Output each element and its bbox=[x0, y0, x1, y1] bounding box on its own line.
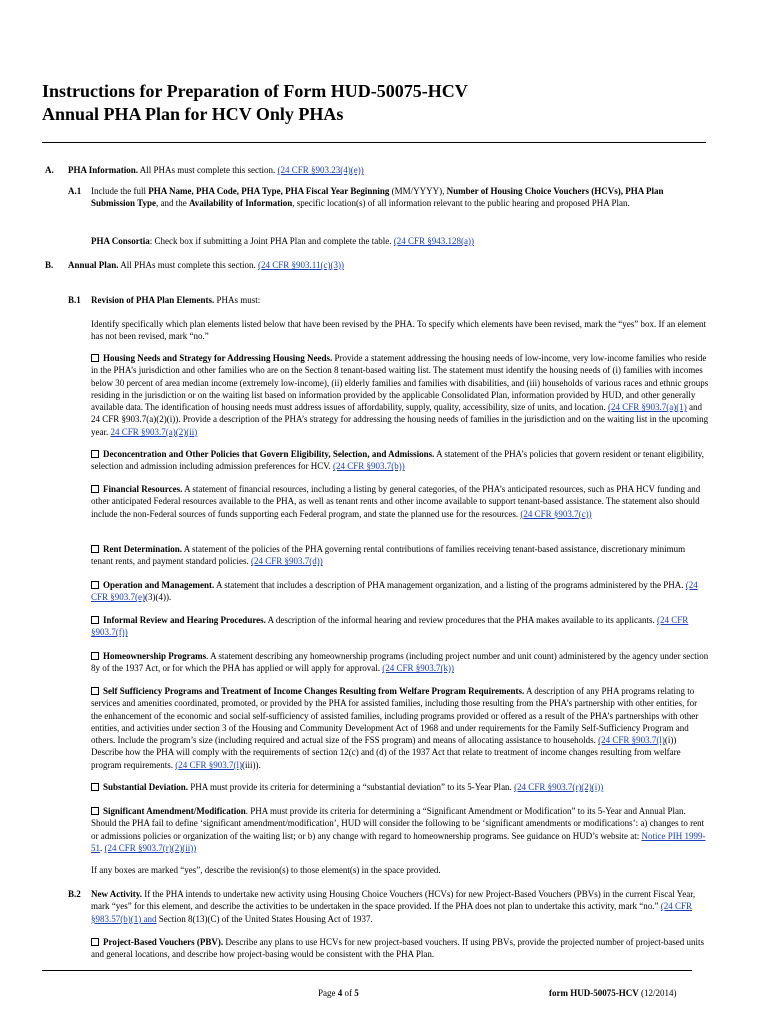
b2-heading: New Activity. bbox=[91, 889, 142, 899]
b2-cfr-link[interactable]: (24 CFR §983.57(b)(1) and bbox=[91, 901, 693, 924]
section-a-heading bbox=[68, 164, 708, 176]
page-prefix: Page bbox=[318, 988, 338, 998]
consortia-heading: PHA Consortia bbox=[91, 236, 150, 246]
section-a-cfr-link[interactable]: (24 CFR §903.23(4)(e)) bbox=[277, 165, 364, 175]
substantial-deviation-item bbox=[91, 781, 709, 793]
financial-resources-item bbox=[91, 483, 709, 520]
page-total: 5 bbox=[354, 988, 359, 998]
section-a-label: A. bbox=[45, 165, 54, 175]
footer-divider bbox=[42, 970, 692, 971]
a1-text-3: , and the bbox=[155, 198, 189, 209]
rent-determination-text: A statement of the policies of the PHA governing rental contributions of families receiving tenant-based assistance, discretionary minimum tenant rents, and payment standard policies. bbox=[91, 544, 686, 567]
b1-label: B.1 bbox=[68, 295, 81, 305]
b2-paragraph bbox=[91, 888, 709, 925]
informal-review-checkbox[interactable] bbox=[91, 616, 99, 624]
substantial-deviation-cfr-link[interactable]: (24 CFR §903.7(r)(2)(i)) bbox=[514, 782, 604, 792]
a1-text-4: , specific location(s) of all information relevant to the public hearing and proposed PHA Plan. bbox=[292, 198, 630, 209]
housing-needs-text: Provide a statement addressing the housing needs of low-income, very low-income families who reside in the PHA’s jurisdiction and other families who are on the Section 8 tenant-based waiting list. The statement must identify the housing needs of (i) families with incomes below 30 percent of area median income (extremely low-income), (ii) elderly families and families with disabilities, and (iii) households of various races and ethnic groups residing in the jurisdiction or on the waiting list based on information provided by the applicable Consolidated Plan, information provided by HUD, and other generally available data. The identification of housing needs must address issues of affordability, supply, quality, accessibility, size of units, and location. bbox=[91, 353, 709, 413]
b1-closing: If any boxes are marked “yes”, describe the revision(s) to those element(s) in the space provided. bbox=[91, 865, 441, 875]
self-sufficiency-cfr-link-1[interactable]: (24 CFR §903.7(l) bbox=[598, 735, 665, 746]
b1-intro: Identify specifically which plan elements listed below that have been revised by the PHA. To specify which elements have been revised, mark the “yes” box. If an element has not been revised, mark “no.” bbox=[91, 319, 706, 342]
housing-needs-heading: Housing Needs and Strategy for Addressing Housing Needs. bbox=[103, 353, 333, 363]
page-number bbox=[318, 987, 359, 999]
operation-management-tail: (3)(4)). bbox=[145, 592, 172, 603]
consortia-paragraph bbox=[91, 235, 709, 247]
housing-needs-text-2: and 24 CFR §903.7(a)(2)(i)). Provide a description of the PHA’s strategy for addressing the housing needs of families in the jurisdiction and on the waiting list in the upcoming year. bbox=[91, 402, 709, 437]
self-sufficiency-checkbox[interactable] bbox=[91, 687, 99, 695]
operation-management-text: A statement that includes a description of PHA management organization, and a listing of the programs administered by the PHA. bbox=[214, 580, 686, 590]
housing-needs-checkbox[interactable] bbox=[91, 354, 99, 362]
informal-review-cfr-link[interactable]: (24 CFR §903.7(f)) bbox=[91, 615, 689, 638]
a1-bold-1: PHA Name, PHA Code, PHA Type, PHA Fiscal Year Beginning bbox=[148, 186, 390, 196]
operation-management-heading: Operation and Management. bbox=[103, 580, 215, 590]
deconcentration-item bbox=[91, 448, 709, 473]
operation-management-item bbox=[91, 579, 709, 604]
significant-amendment-cfr-link[interactable]: (24 CFR §903.7(r)(2)(ii)) bbox=[104, 842, 197, 853]
significant-amendment-checkbox[interactable] bbox=[91, 807, 99, 815]
informal-review-heading: Informal Review and Hearing Procedures. bbox=[103, 615, 266, 625]
section-b-cfr-link[interactable]: (24 CFR §903.11(c)(3)) bbox=[258, 260, 344, 270]
homeownership-item bbox=[91, 650, 709, 675]
notice-pih-link[interactable]: Notice PIH 1999-51 bbox=[91, 830, 706, 853]
a1-text-1: Include the full bbox=[91, 186, 149, 196]
significant-amendment-item bbox=[91, 805, 709, 854]
deconcentration-heading: Deconcentration and Other Policies that Govern Eligibility, Selection, and Admissions. bbox=[103, 449, 435, 459]
rent-determination-checkbox[interactable] bbox=[91, 545, 99, 553]
b1-text: PHAs must: bbox=[214, 295, 261, 305]
b2-tail: Section 8(13)(C) of the United States Housing Act of 1937. bbox=[156, 913, 373, 924]
consortia-cfr-link[interactable]: (24 CFR §943.128(a)) bbox=[393, 236, 474, 246]
substantial-deviation-heading: Substantial Deviation. bbox=[103, 782, 189, 792]
operation-management-checkbox[interactable] bbox=[91, 581, 99, 589]
financial-resources-cfr-link[interactable]: (24 CFR §903.7(c)) bbox=[520, 508, 592, 519]
deconcentration-text: A statement of the PHA’s policies that govern resident or tenant eligibility, selection and admission including admission preferences for HCV. bbox=[91, 449, 704, 472]
pbv-checkbox[interactable] bbox=[91, 938, 99, 946]
housing-needs-item bbox=[91, 352, 709, 438]
section-b-label: B. bbox=[45, 260, 54, 270]
significant-amendment-text: . PHA must provide its criteria for determining a “Significant Amendment or Modification” to its 5-Year and Annual Plan. Should the PHA fail to define ‘significant amendment/modification’, HUD will consider the following to be ‘significant amendments or modifications’: a) changes to rent or admissions policies or organization of the waiting list; or b) any change with regard to homeownership programs. See guidance on HUD’s website at: bbox=[91, 806, 705, 841]
rent-determination-heading: Rent Determination. bbox=[103, 544, 182, 554]
self-sufficiency-heading: Self Sufficiency Programs and Treatment of Income Changes Resulting from Welfare Program Requirements. bbox=[103, 686, 525, 696]
section-a-text: All PHAs must complete this section. bbox=[139, 165, 276, 175]
b1-heading bbox=[91, 294, 709, 306]
a1-text-2: (MM/YYYY), bbox=[389, 186, 447, 196]
financial-resources-text: A statement of financial resources, including a listing by general categories, of the PHA’s anticipated resources, such as PHA HCV funding and other anticipated Federal resources available to the PHA, as well as tenant rents and other income available to support tenant-based assistance. The statement also should include the non-Federal sources of funds supporting each Federal program, and state the planned use for the resources. bbox=[91, 484, 701, 519]
rent-determination-cfr-link[interactable]: (24 CFR §903.7(d)) bbox=[250, 556, 323, 567]
informal-review-text: A description of the informal hearing and review procedures that the PHA makes available to its applicants. bbox=[265, 615, 658, 625]
title-divider bbox=[42, 142, 706, 143]
section-b-title: Annual Plan. bbox=[68, 260, 119, 270]
form-date: (12/2014) bbox=[638, 988, 677, 998]
page-current: 4 bbox=[337, 988, 343, 998]
a1-bold-2: Number of Housing Choice Vouchers (HCVs), PHA Plan Submission Type bbox=[91, 186, 664, 209]
deconcentration-cfr-link[interactable]: (24 CFR §903.7(b)) bbox=[333, 461, 405, 472]
financial-resources-checkbox[interactable] bbox=[91, 485, 99, 493]
homeownership-heading: Homeownership Programs bbox=[103, 651, 207, 661]
self-sufficiency-cfr-link-2[interactable]: (24 CFR §903.7(l) bbox=[175, 759, 242, 770]
a1-paragraph bbox=[91, 185, 709, 210]
rent-determination-item bbox=[91, 543, 709, 568]
a1-label: A.1 bbox=[68, 186, 82, 196]
self-sufficiency-text-2: (i)) Describe how the PHA will comply with the requirements of section 12(c) and (d) of the 1937 Act that relate to treatment of income changes resulting from welfare program requirements. bbox=[91, 735, 681, 770]
significant-amendment-text-2: . bbox=[100, 842, 105, 853]
homeownership-checkbox[interactable] bbox=[91, 652, 99, 660]
housing-needs-cfr-link-1[interactable]: (24 CFR §903.7(a)(1) bbox=[607, 402, 687, 413]
self-sufficiency-item bbox=[91, 685, 709, 771]
significant-amendment-heading: Significant Amendment/Modification bbox=[103, 806, 246, 816]
informal-review-item bbox=[91, 614, 709, 639]
page-title: Instructions for Preparation of Form HUD-50075-HCV bbox=[42, 81, 468, 101]
substantial-deviation-checkbox[interactable] bbox=[91, 783, 99, 791]
section-b-heading bbox=[68, 259, 708, 271]
deconcentration-checkbox[interactable] bbox=[91, 450, 99, 458]
consortia-text: : Check box if submitting a Joint PHA Plan and complete the table. bbox=[149, 236, 394, 246]
housing-needs-cfr-link-2[interactable]: 24 CFR §903.7(a)(2)(ii) bbox=[110, 426, 198, 437]
operation-management-cfr-link[interactable]: (24 CFR §903.7(e) bbox=[91, 580, 698, 603]
form-name: form HUD-50075-HCV bbox=[549, 988, 639, 998]
page-of: of bbox=[342, 988, 355, 998]
self-sufficiency-text: A description of any PHA programs relating to services and amenities coordinated, promoted, or provided by the PHA for assisted families, including those resulting from the PHA’s partnership with other entities, for the enhancement of the economic and social self-sufficiency of assisted families, including programs provided or offered as a result of the PHA’s partnerships with other entities, and activities under section 3 of the Housing and Community Development Act of 1968 and under requirements for the Family Self-Sufficiency Program and others. Include the program’s size (including required and actual size of the FSS program) and means of allocating assistance to households. bbox=[91, 686, 699, 746]
b2-label: B.2 bbox=[68, 889, 81, 899]
self-sufficiency-tail: (iii)). bbox=[242, 759, 261, 770]
section-b-text: All PHAs must complete this section. bbox=[118, 260, 259, 270]
b1-title: Revision of PHA Plan Elements. bbox=[91, 295, 215, 305]
b2-text: If the PHA intends to undertake new activity using Housing Choice Vouchers (HCVs) for new Project-Based Vouchers (PBVs) in the current Fiscal Year, mark “yes” for this element, and describe the activities to be undertaken in the space provided. If the PHA does not plan to undertake this activity, mark “no.” bbox=[91, 889, 696, 912]
homeownership-cfr-link[interactable]: (24 CFR §903.7(k)) bbox=[382, 663, 454, 674]
form-identifier bbox=[549, 987, 676, 999]
homeownership-text: . A statement describing any homeownership programs (including project number and unit count) administered by the agency under section 8y of the 1937 Act, or for which the PHA has applied or will apply for approval. bbox=[91, 651, 709, 674]
pbv-heading: Project-Based Vouchers (PBV). bbox=[103, 937, 224, 947]
pbv-text: Describe any plans to use HCVs for new project-based vouchers. If using PBVs, provide the projected number of project-based units and general locations, and describe how project-basing would be consistent with the PHA Plan. bbox=[91, 937, 704, 960]
pbv-item bbox=[91, 936, 709, 961]
page-subtitle: Annual PHA Plan for HCV Only PHAs bbox=[42, 104, 344, 124]
substantial-deviation-text: PHA must provide its criteria for determining a “substantial deviation” to its 5-Year Plan. bbox=[188, 782, 515, 792]
a1-bold-3: Availability of Information bbox=[188, 198, 293, 209]
financial-resources-heading: Financial Resources. bbox=[103, 484, 183, 494]
section-a-title: PHA Information. bbox=[68, 165, 139, 175]
